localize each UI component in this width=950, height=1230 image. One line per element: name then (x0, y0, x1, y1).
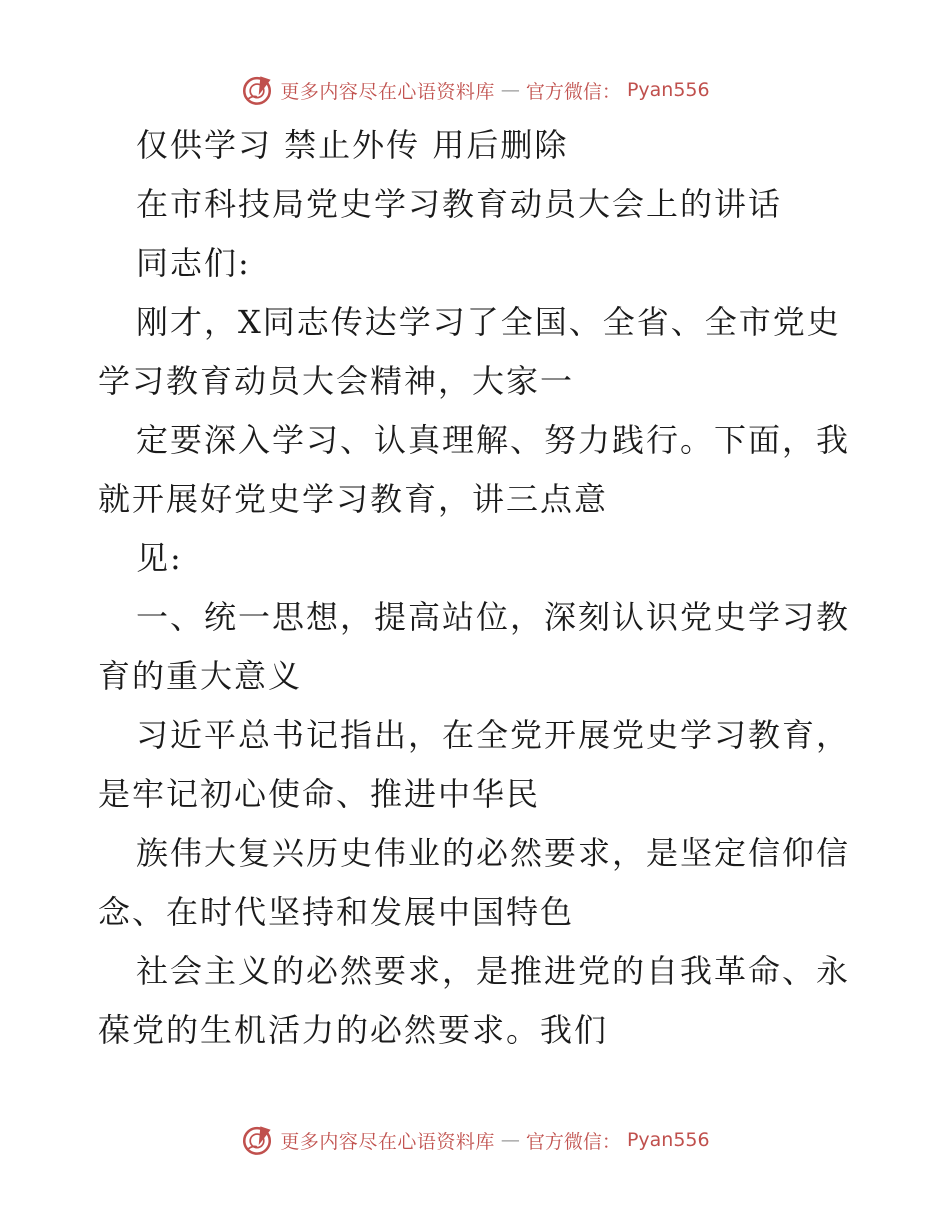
wechat-account: Pyan556 (626, 1129, 710, 1151)
wechat-account: Pyan556 (626, 79, 710, 101)
salutation: 同志们: (136, 244, 251, 282)
paragraph-line: 刚才，X同志传达学习了全国、全省、全市党史 (136, 303, 841, 341)
pen-logo-icon (240, 1123, 274, 1157)
watermark-text: 更多内容尽在心语资料库 (280, 1130, 495, 1153)
paragraph-line: 习近平总书记指出，在全党开展党史学习教育， (136, 716, 851, 754)
notice-line: 仅供学习 禁止外传 用后删除 (136, 126, 569, 164)
paragraph-line: 葆党的生机活力的必然要求。我们 (98, 1011, 609, 1049)
section-heading: 一、统一思想，提高站位，深刻认识党史学习教 (136, 598, 851, 636)
paragraph-line: 见: (136, 539, 183, 577)
paragraph-line: 社会主义的必然要求，是推进党的自我革命、永 (136, 952, 851, 990)
wechat-label: 官方微信： (525, 80, 621, 103)
wechat-label: 官方微信： (525, 1130, 621, 1153)
watermark-separator: — (500, 1129, 520, 1151)
pen-logo-icon (240, 73, 274, 107)
document-body (98, 116, 858, 1060)
paragraph-line: 族伟大复兴历史伟业的必然要求，是坚定信仰信 (136, 834, 851, 872)
paragraph-line: 是牢记初心使命、推进中华民 (98, 775, 541, 813)
footer-watermark (0, 1120, 950, 1160)
section-heading: 育的重大意义 (98, 657, 303, 695)
watermark-separator: — (500, 79, 520, 101)
paragraph-line: 就开展好党史学习教育，讲三点意 (98, 480, 609, 518)
paragraph-line: 定要深入学习、认真理解、努力践行。下面，我 (136, 421, 851, 459)
paragraph-line: 念、在时代坚持和发展中国特色 (98, 893, 575, 931)
header-watermark (0, 70, 950, 110)
watermark-text: 更多内容尽在心语资料库 (280, 80, 495, 103)
paragraph-line: 学习教育动员大会精神，大家一 (98, 362, 575, 400)
document-title: 在市科技局党史学习教育动员大会上的讲话 (136, 185, 783, 223)
